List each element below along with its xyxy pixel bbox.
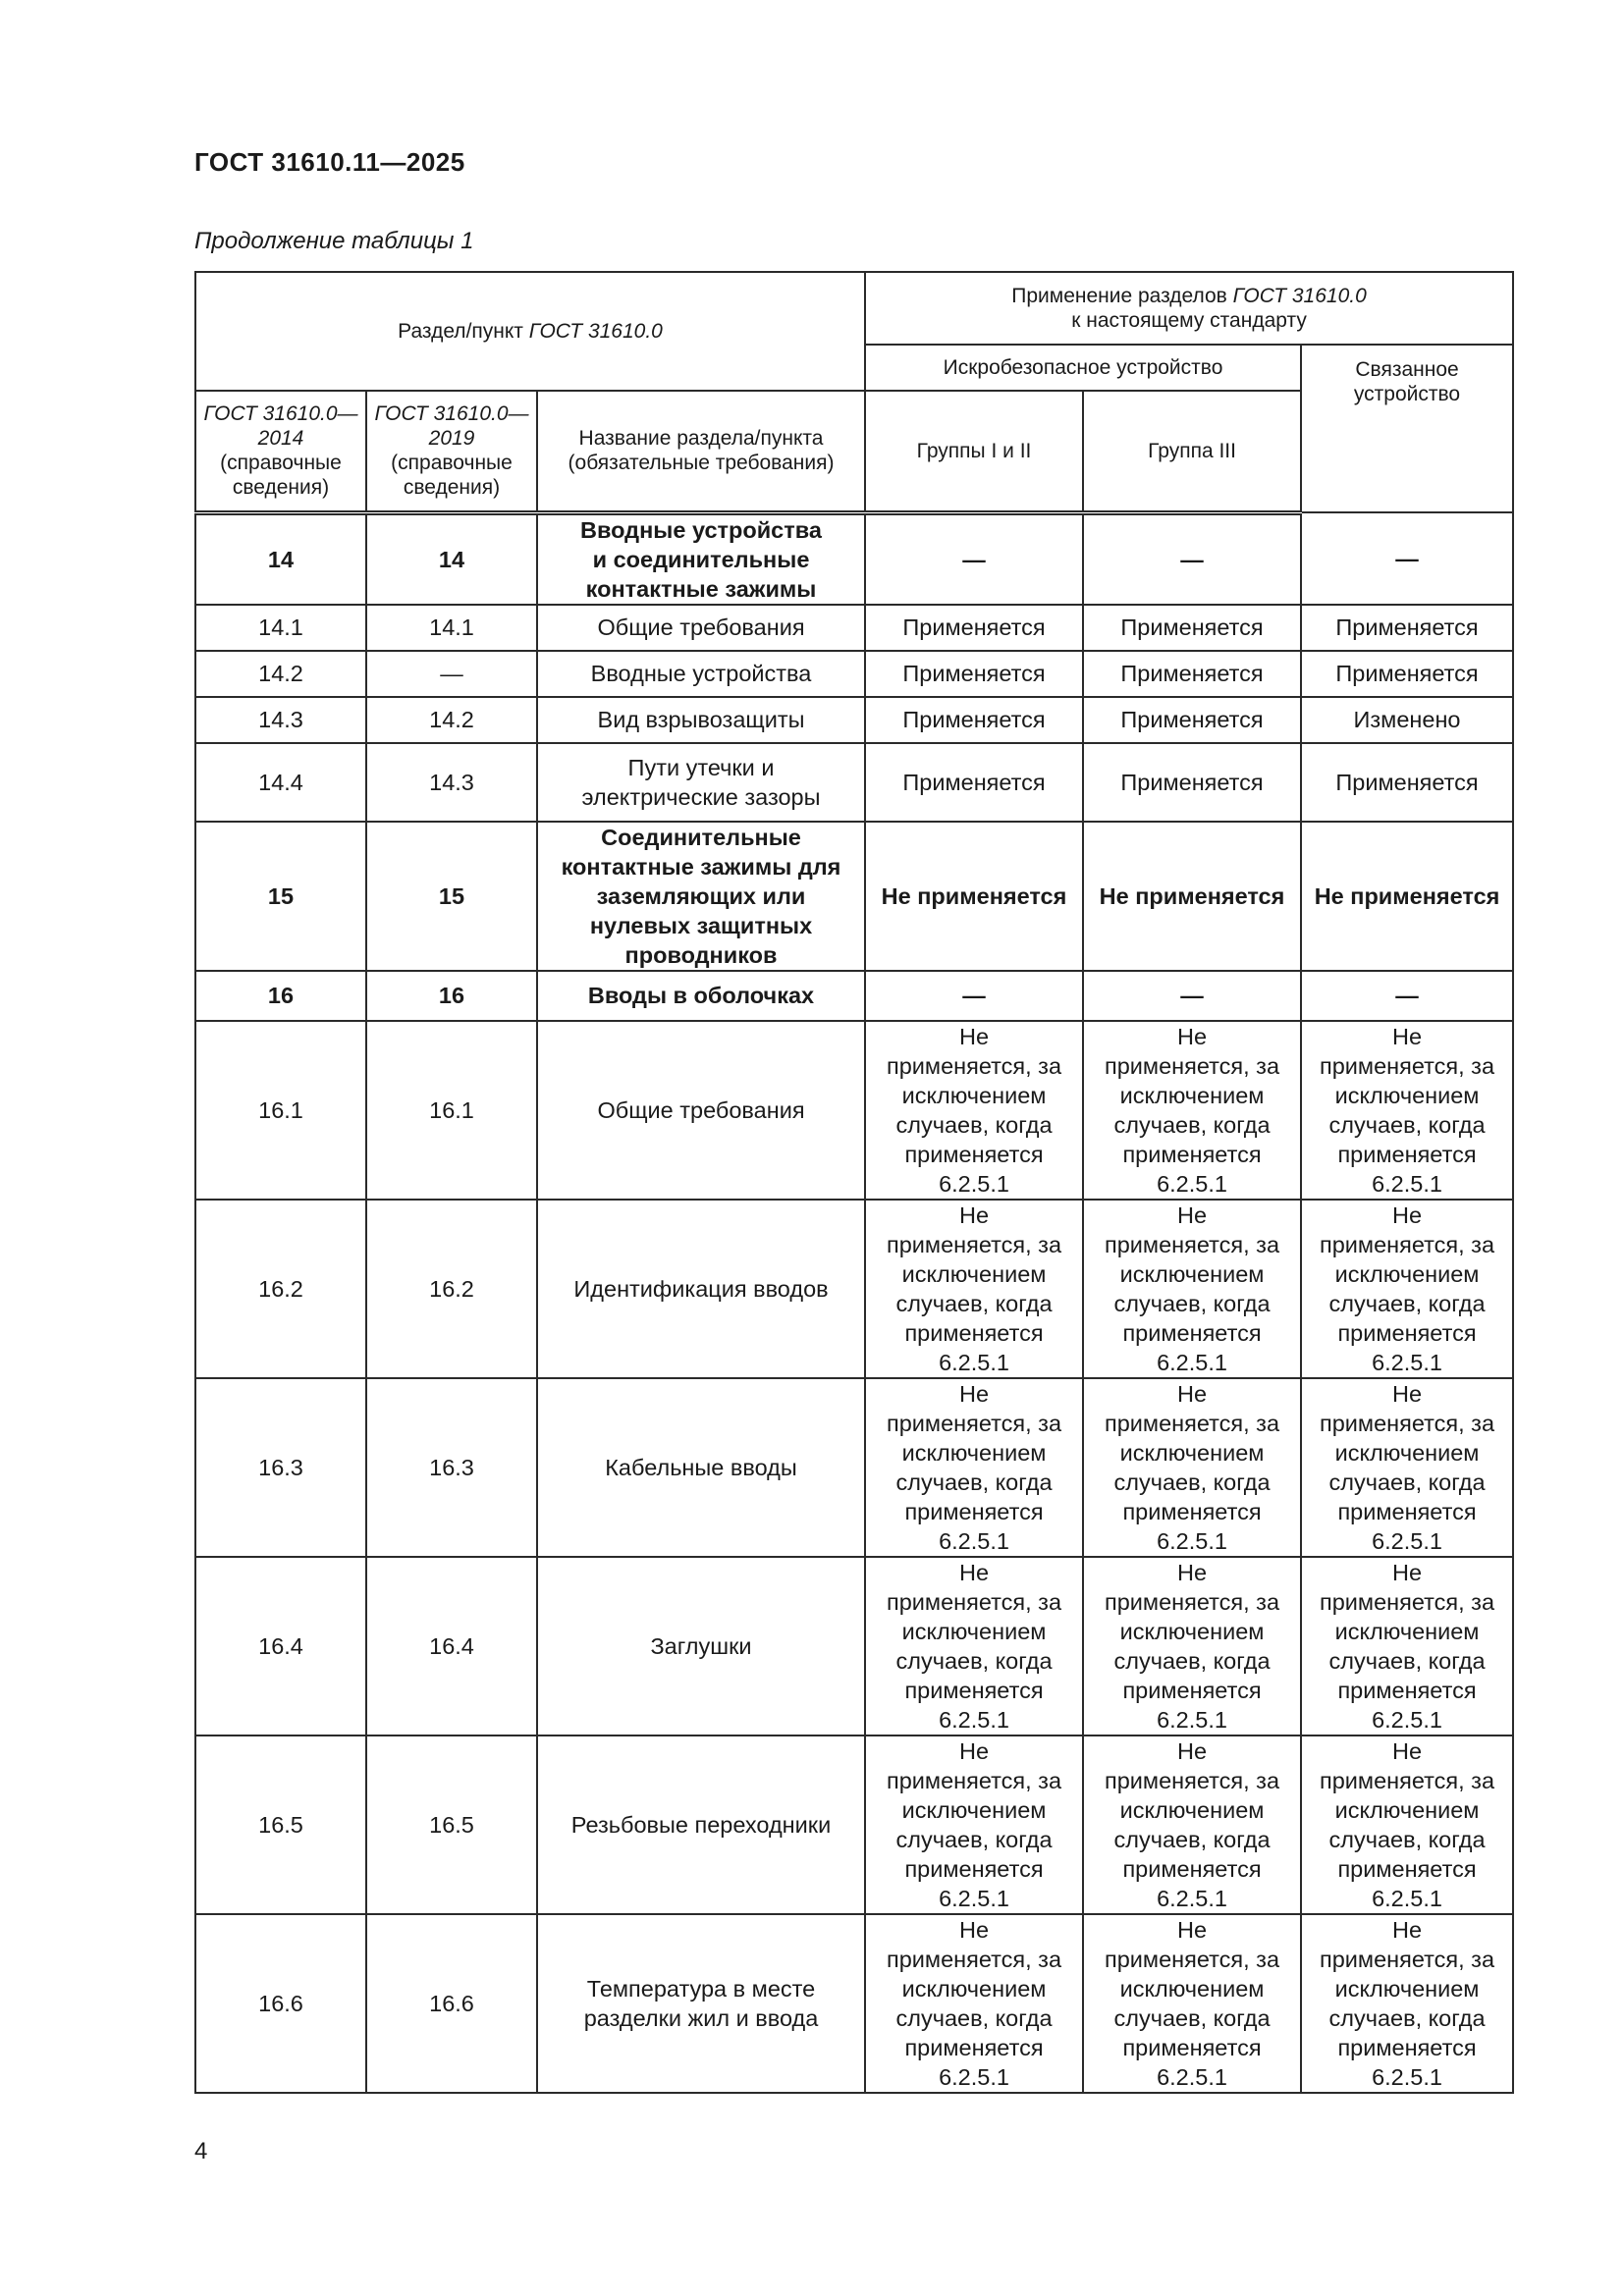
table-row: [195, 651, 1513, 697]
associated-device-header: Связанное устройство: [1301, 345, 1513, 512]
cell-2019: 14: [366, 512, 537, 605]
cell-2014: 14: [195, 512, 366, 605]
table-row: [195, 1200, 1513, 1378]
cell-group-1-2: Применяется: [865, 743, 1083, 822]
cell-name: Заглушки: [537, 1557, 865, 1735]
cell-2019: 16: [366, 971, 537, 1021]
cell-2014: 16.1: [195, 1021, 366, 1200]
cell-group-1-2: Не применяется: [865, 822, 1083, 971]
table-row: [195, 1557, 1513, 1735]
section-header-prefix: Раздел/пункт: [398, 320, 529, 343]
table-row: [195, 697, 1513, 743]
cell-associated: Изменено: [1301, 697, 1513, 743]
cell-associated: Не применяется, за исключением случаев, когда применяется 6.2.5.1: [1301, 1735, 1513, 1914]
cell-name: Идентификация вводов: [537, 1200, 865, 1378]
application-header-line2: к настоящему стандарту: [1071, 309, 1307, 332]
cell-group-1-2: Не применяется, за исключением случаев, когда применяется 6.2.5.1: [865, 1557, 1083, 1735]
cell-associated: Не применяется, за исключением случаев, когда применяется 6.2.5.1: [1301, 1557, 1513, 1735]
cell-name: Кабельные вводы: [537, 1378, 865, 1557]
cell-group-1-2: Применяется: [865, 697, 1083, 743]
application-header: [865, 272, 1513, 345]
cell-group-1-2: Не применяется, за исключением случаев, когда применяется 6.2.5.1: [865, 1378, 1083, 1557]
cell-group-3: Не применяется, за исключением случаев, когда применяется 6.2.5.1: [1083, 1557, 1301, 1735]
cell-2014: 14.4: [195, 743, 366, 822]
table-row: [195, 605, 1513, 651]
cell-name: Пути утечки и электрические зазоры: [537, 743, 865, 822]
cell-group-1-2: Не применяется, за исключением случаев, когда применяется 6.2.5.1: [865, 1735, 1083, 1914]
cell-2019: 14.3: [366, 743, 537, 822]
table-caption: Продолжение таблицы 1: [194, 228, 474, 254]
cell-name: Резьбовые переходники: [537, 1735, 865, 1914]
table-row: [195, 1378, 1513, 1557]
group-3-header: Группа III: [1083, 391, 1301, 512]
cell-2019: 16.4: [366, 1557, 537, 1735]
cell-name: Вводные устройства и соединительные контактные зажимы: [537, 512, 865, 605]
cell-name: Соединительные контактные зажимы для заземляющих или нулевых защитных проводников: [537, 822, 865, 971]
cell-group-1-2: —: [865, 512, 1083, 605]
table-row: [195, 1914, 1513, 2093]
cell-2019: 16.6: [366, 1914, 537, 2093]
cell-associated: Применяется: [1301, 743, 1513, 822]
cell-2014: 16.2: [195, 1200, 366, 1378]
col-2014-header: [195, 391, 366, 512]
cell-group-3: Не применяется: [1083, 822, 1301, 971]
cell-group-3: Не применяется, за исключением случаев, когда применяется 6.2.5.1: [1083, 1914, 1301, 2093]
cell-2019: 16.1: [366, 1021, 537, 1200]
section-header-ref: ГОСТ 31610.0: [528, 320, 663, 343]
cell-name: Общие требования: [537, 605, 865, 651]
cell-2014: 16.3: [195, 1378, 366, 1557]
cell-associated: Не применяется, за исключением случаев, когда применяется 6.2.5.1: [1301, 1378, 1513, 1557]
cell-name: Общие требования: [537, 1021, 865, 1200]
section-header: [195, 272, 865, 391]
cell-associated: Не применяется, за исключением случаев, когда применяется 6.2.5.1: [1301, 1200, 1513, 1378]
cell-2014: 15: [195, 822, 366, 971]
cell-2019: 14.2: [366, 697, 537, 743]
document-code: ГОСТ 31610.11—2025: [194, 147, 465, 177]
cell-group-1-2: Не применяется, за исключением случаев, когда применяется 6.2.5.1: [865, 1200, 1083, 1378]
cell-name: Температура в месте разделки жил и ввода: [537, 1914, 865, 2093]
cell-2019: 16.2: [366, 1200, 537, 1378]
cell-2014: 16: [195, 971, 366, 1021]
cell-2014: 16.4: [195, 1557, 366, 1735]
cell-2019: —: [366, 651, 537, 697]
cell-2014: 14.3: [195, 697, 366, 743]
cell-group-3: —: [1083, 971, 1301, 1021]
cell-group-3: Не применяется, за исключением случаев, когда применяется 6.2.5.1: [1083, 1021, 1301, 1200]
cell-group-3: Применяется: [1083, 651, 1301, 697]
cell-name: Вид взрывозащиты: [537, 697, 865, 743]
cell-associated: Не применяется, за исключением случаев, когда применяется 6.2.5.1: [1301, 1021, 1513, 1200]
cell-group-3: Не применяется, за исключением случаев, когда применяется 6.2.5.1: [1083, 1735, 1301, 1914]
requirements-table: [194, 271, 1514, 2094]
cell-associated: —: [1301, 512, 1513, 605]
cell-group-1-2: Не применяется, за исключением случаев, когда применяется 6.2.5.1: [865, 1021, 1083, 1200]
cell-2014: 14.2: [195, 651, 366, 697]
table-row: [195, 743, 1513, 822]
cell-associated: Не применяется: [1301, 822, 1513, 971]
table-row: [195, 512, 1513, 605]
cell-group-3: Не применяется, за исключением случаев, когда применяется 6.2.5.1: [1083, 1200, 1301, 1378]
application-header-ref: ГОСТ 31610.0: [1232, 285, 1367, 307]
cell-group-1-2: Применяется: [865, 651, 1083, 697]
cell-associated: Не применяется, за исключением случаев, когда применяется 6.2.5.1: [1301, 1914, 1513, 2093]
col-2019-note: (справочные сведения): [391, 452, 513, 500]
col-2014-ref: ГОСТ 31610.0—2014: [203, 402, 358, 451]
application-header-prefix: Применение разделов: [1011, 285, 1233, 307]
cell-2014: 16.5: [195, 1735, 366, 1914]
cell-group-3: —: [1083, 512, 1301, 605]
intrinsic-device-header: Искробезопасное устройство: [865, 345, 1301, 391]
col-2014-note: (справочные сведения): [220, 452, 342, 500]
cell-group-1-2: Применяется: [865, 605, 1083, 651]
table-row: [195, 1021, 1513, 1200]
col-2019-header: [366, 391, 537, 512]
cell-group-1-2: Не применяется, за исключением случаев, когда применяется 6.2.5.1: [865, 1914, 1083, 2093]
cell-associated: —: [1301, 971, 1513, 1021]
cell-2014: 16.6: [195, 1914, 366, 2093]
cell-2019: 14.1: [366, 605, 537, 651]
page-number: 4: [194, 2138, 208, 2164]
col-name-header: Название раздела/пункта (обязательные требования): [537, 391, 865, 512]
cell-2019: 15: [366, 822, 537, 971]
cell-2014: 14.1: [195, 605, 366, 651]
cell-group-3: Применяется: [1083, 743, 1301, 822]
cell-group-3: Применяется: [1083, 605, 1301, 651]
table-row: [195, 971, 1513, 1021]
cell-2019: 16.3: [366, 1378, 537, 1557]
cell-associated: Применяется: [1301, 605, 1513, 651]
col-2019-ref: ГОСТ 31610.0—2019: [374, 402, 529, 451]
cell-group-3: Применяется: [1083, 697, 1301, 743]
table-row: [195, 1735, 1513, 1914]
cell-2019: 16.5: [366, 1735, 537, 1914]
cell-group-1-2: —: [865, 971, 1083, 1021]
cell-group-3: Не применяется, за исключением случаев, когда применяется 6.2.5.1: [1083, 1378, 1301, 1557]
group-1-2-header: Группы I и II: [865, 391, 1083, 512]
cell-associated: Применяется: [1301, 651, 1513, 697]
cell-name: Вводные устройства: [537, 651, 865, 697]
cell-name: Вводы в оболочках: [537, 971, 865, 1021]
table-row: [195, 822, 1513, 971]
